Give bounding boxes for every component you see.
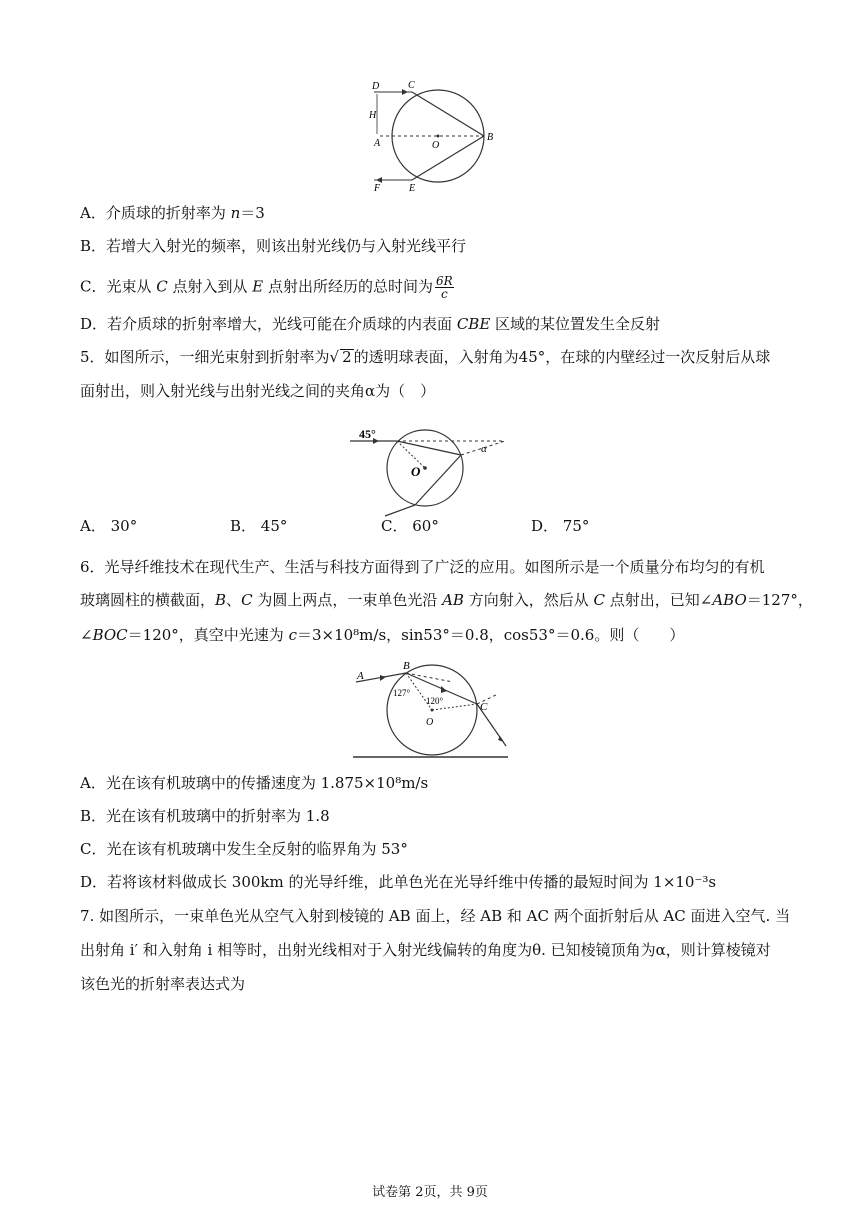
- q4-c-mid: 点射入到从: [167, 277, 253, 296]
- q6-stem-line1: 6．光导纤维技术在现代生产、生活与科技方面得到了广泛的应用。如图所示是一个质量分布均匀的有机: [80, 558, 765, 576]
- fig6-label-C: C: [480, 701, 488, 713]
- q4-option-d: [80, 314, 660, 334]
- q6-var: ABO: [712, 591, 747, 609]
- q6-var: B: [215, 591, 227, 609]
- q6-var: C: [593, 591, 605, 609]
- q6-text: 方向射入，然后从: [463, 591, 594, 609]
- fig6-label-O: O: [426, 717, 434, 728]
- q6-var: AB: [442, 591, 464, 609]
- figure-sphere-parallel-rays: [360, 78, 500, 193]
- q4-c-var2: E: [252, 277, 264, 296]
- q5-option-a: A． 30°: [80, 517, 138, 535]
- q6-text: ＝3×10⁸m/s，sin53°＝0.8，cos53°＝0.6。则（ ）: [296, 626, 685, 644]
- figure-sphere-reflection: [345, 418, 515, 518]
- q5-stem-prefix: 5．如图所示，一细光束射到折射率为: [80, 348, 330, 366]
- q4-c-var1: C: [156, 277, 168, 296]
- q6-text: ∠: [80, 626, 93, 644]
- q6-option-d: D．若将该材料做成长 300km 的光导纤维，此单色光在光导纤维中传播的最短时间为 1×10⁻³s: [80, 873, 717, 891]
- q6-text: ＝127°，: [746, 591, 813, 609]
- fig6-angle-120: 120°: [426, 696, 444, 706]
- q4-a-var: n: [230, 204, 241, 222]
- fig1-label-H: H: [369, 110, 377, 121]
- page-footer: 试卷第 2页，共 9页: [372, 1185, 488, 1200]
- q6-text: 玻璃圆柱的横截面，: [80, 591, 216, 609]
- fig1-label-F: F: [374, 183, 381, 193]
- fig6-angle-127: 127°: [393, 688, 411, 698]
- fig6-label-A: A: [357, 670, 364, 682]
- q4-option-b: B．若增大入射光的频率，则该出射光线仍与入射光线平行: [80, 237, 467, 255]
- q6-stem-line3: [80, 625, 684, 645]
- q7-stem-line2: 出射角 i′ 和入射角 i 相等时，出射光线相对于入射光线偏转的角度为θ. 已知棱镜顶角为α，则计算棱镜对: [80, 941, 771, 959]
- q4-d-suffix: 区域的某位置发生全反射: [490, 315, 661, 333]
- figure-glass-cylinder: [348, 654, 518, 762]
- fig1-label-B: B: [487, 132, 494, 143]
- fig5-alpha-label: α: [481, 443, 487, 455]
- q5-option-d: D． 75°: [531, 517, 590, 535]
- sqrt-expression: √ 2: [329, 348, 352, 366]
- q7-stem-line1: 7. 如图所示，一束单色光从空气入射到棱镜的 AB 面上，经 AB 和 AC 两个面折射后从 AC 面进入空气. 当: [80, 907, 791, 925]
- fig6-label-B: B: [403, 660, 410, 672]
- q6-text: ＝120°，真空中光速为: [127, 626, 289, 644]
- q4-option-c: [80, 275, 454, 300]
- q6-option-a: A．光在该有机玻璃中的传播速度为 1.875×10⁸m/s: [80, 774, 429, 792]
- q5-option-c: C． 60°: [381, 517, 439, 535]
- fig1-label-O: O: [432, 140, 440, 151]
- fig1-label-C: C: [408, 80, 415, 91]
- q6-text: 点射出，已知∠: [604, 591, 713, 609]
- q6-var: C: [241, 591, 253, 609]
- fig5-center-label: O: [411, 464, 421, 479]
- q4-option-a: [80, 203, 265, 223]
- q6-var: BOC: [92, 626, 128, 644]
- q6-var: c: [288, 626, 297, 644]
- q5-option-b: B． 45°: [230, 517, 288, 535]
- q6-option-b: B．光在该有机玻璃中的折射率为 1.8: [80, 807, 330, 825]
- q5-stem-line1: [80, 347, 770, 367]
- q6-option-c: C．光在该有机玻璃中发生全反射的临界角为 53°: [80, 840, 408, 858]
- q4-a-suffix: ＝3: [240, 204, 265, 222]
- fraction-numerator: 6R: [436, 274, 453, 288]
- fig1-label-D: D: [372, 81, 380, 92]
- sqrt-argument: 2: [342, 348, 352, 366]
- q4-a-text: A．介质球的折射率为: [80, 204, 231, 222]
- fig5-angle-label: 45°: [359, 427, 376, 441]
- q7-stem-line3: 该色光的折射率表达式为: [80, 975, 246, 993]
- q4-c-text: C．光束从: [80, 277, 157, 296]
- fig1-label-E: E: [409, 183, 416, 193]
- q4-d-var: CBE: [456, 315, 491, 333]
- q5-stem-suffix: 的透明球表面，入射角为45°，在球的内壁经过一次反射后从球: [353, 348, 771, 366]
- q6-text: 为圆上两点，一束单色光沿: [252, 591, 443, 609]
- q4-c-suffix: 点射出所经历的总时间为: [263, 277, 434, 296]
- q5-stem-line2: 面射出，则入射光线与出射光线之间的夹角α为（ ）: [80, 382, 436, 400]
- q4-d-text: D．若介质球的折射率增大，光线可能在介质球的内表面: [80, 315, 457, 333]
- q6-text: 、: [226, 591, 242, 609]
- fig1-label-A: A: [374, 138, 381, 149]
- q6-stem-line2: [80, 590, 813, 610]
- q4-c-fraction: [435, 275, 454, 300]
- fraction-denominator: c: [440, 287, 448, 301]
